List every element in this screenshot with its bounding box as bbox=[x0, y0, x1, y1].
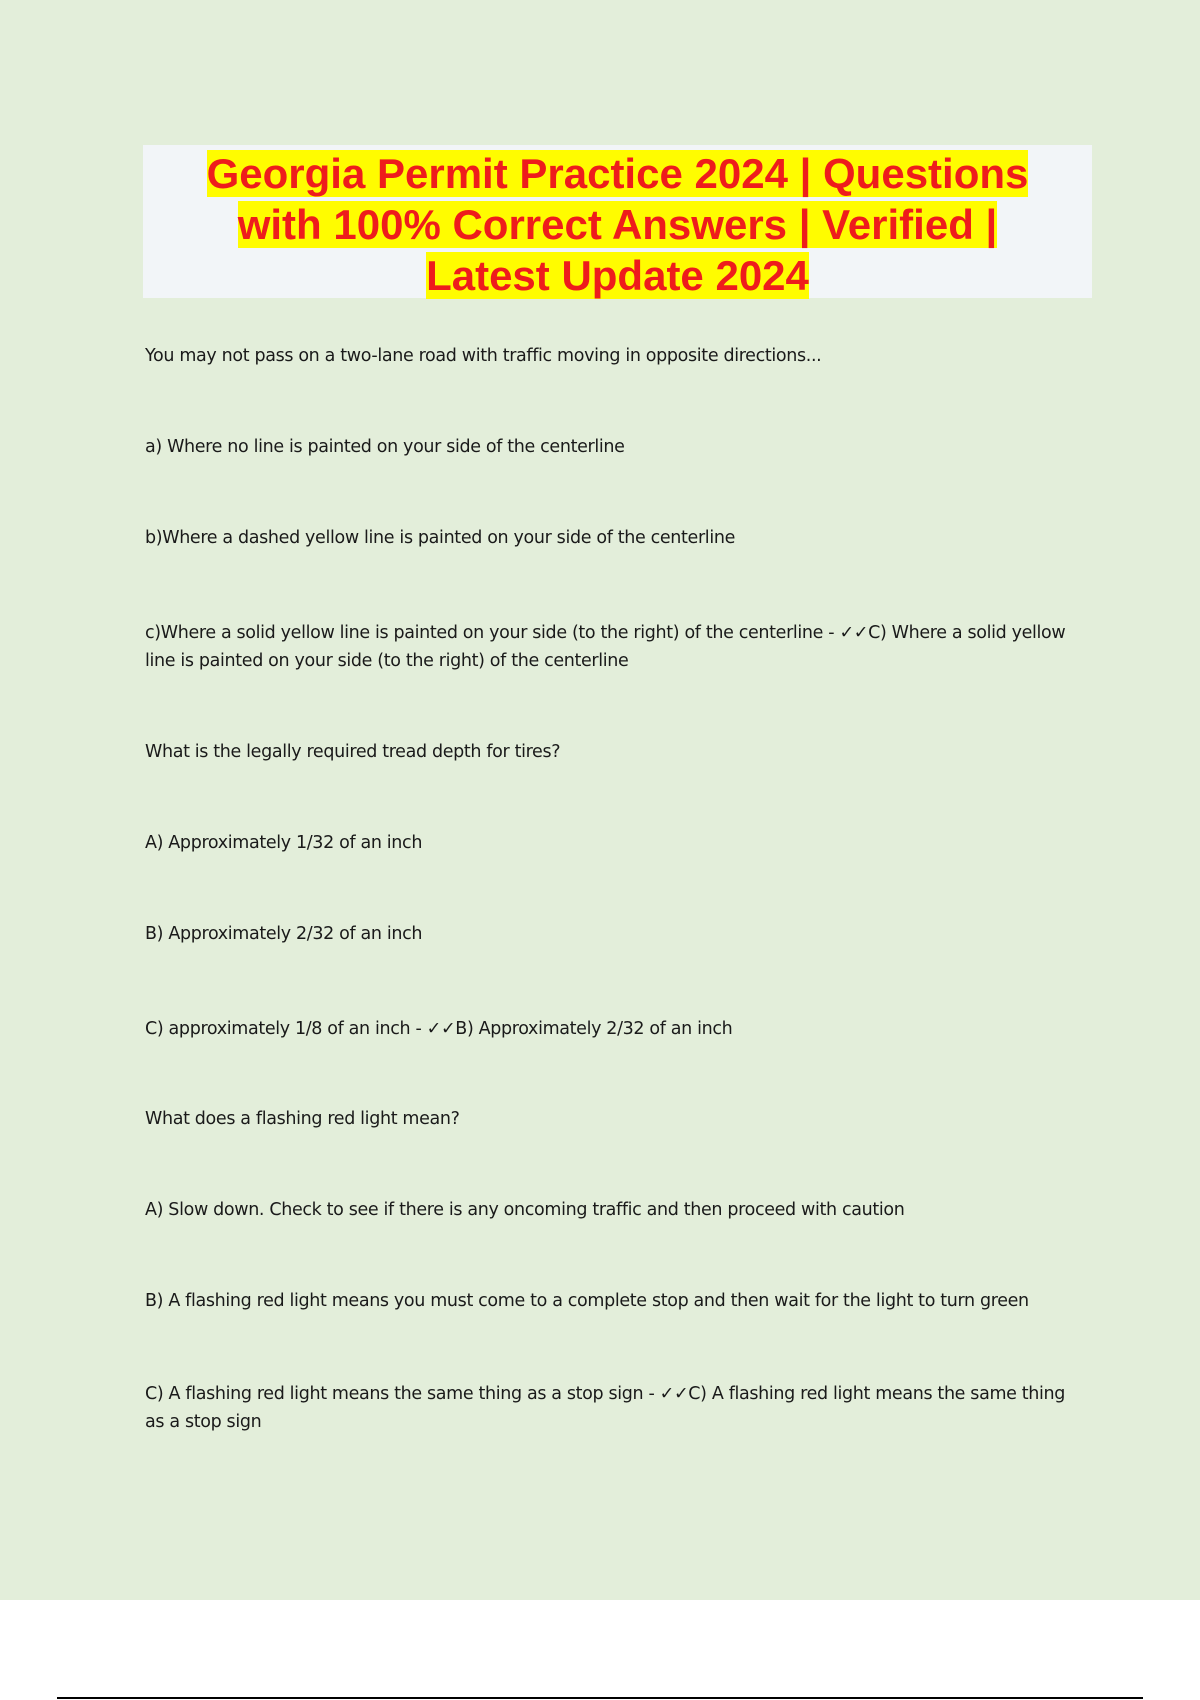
answer-option: b)Where a dashed yellow line is painted on your side of the centerline bbox=[145, 528, 735, 548]
question-text: You may not pass on a two-lane road with traffic moving in opposite directions... bbox=[145, 346, 822, 366]
question-text: What is the legally required tread depth for tires? bbox=[145, 742, 561, 762]
answer-option-with-key: c)Where a solid yellow line is painted on your side (to the right) of the centerline - ✓✓C) Where a solid yellow line is painted on your side (to the right) of the centerline bbox=[145, 623, 1066, 671]
footer-divider bbox=[57, 1697, 1143, 1699]
title-highlight: with 100% Correct Answers | Verified | bbox=[237, 201, 998, 248]
title-line bbox=[143, 250, 1092, 301]
answer-option: B) A flashing red light means you must come to a complete stop and then wait for the light to turn green bbox=[145, 1291, 1029, 1311]
document-title bbox=[143, 145, 1092, 298]
title-line bbox=[143, 199, 1092, 250]
answer-option: A) Slow down. Check to see if there is any oncoming traffic and then proceed with caution bbox=[145, 1200, 905, 1220]
title-highlight: Georgia Permit Practice 2024 | Questions bbox=[206, 150, 1029, 197]
question-text: What does a flashing red light mean? bbox=[145, 1109, 460, 1129]
answer-option-with-key: C) approximately 1/8 of an inch - ✓✓B) Approximately 2/32 of an inch bbox=[145, 1019, 733, 1039]
answer-option: B) Approximately 2/32 of an inch bbox=[145, 924, 423, 944]
answer-option: a) Where no line is painted on your side of the centerline bbox=[145, 437, 625, 457]
answer-option-with-key: C) A flashing red light means the same thing as a stop sign - ✓✓C) A flashing red light means the same thing as a stop sign bbox=[145, 1384, 1066, 1432]
title-highlight: Latest Update 2024 bbox=[426, 252, 809, 299]
title-line bbox=[143, 148, 1092, 199]
answer-option: A) Approximately 1/32 of an inch bbox=[145, 833, 423, 853]
